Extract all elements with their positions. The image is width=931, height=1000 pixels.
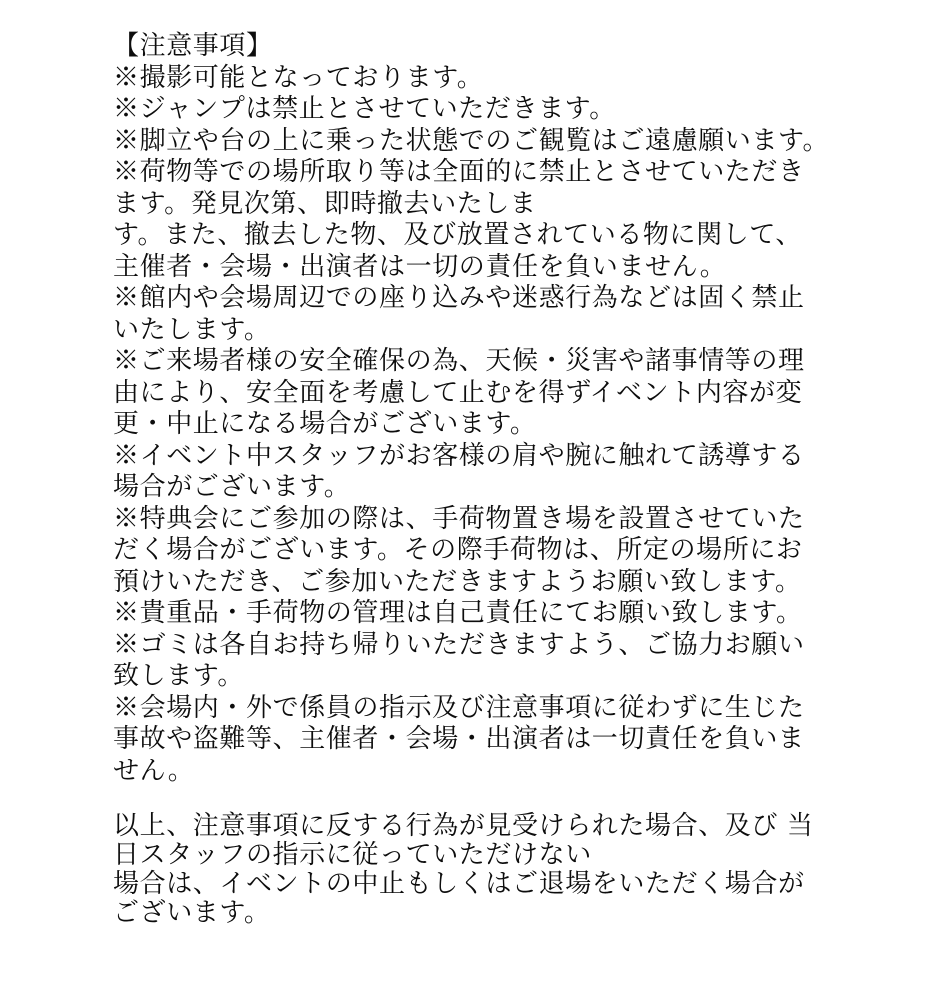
notice-line: す。また、撤去した物、及び放置されている物に関して、 [113,220,803,250]
notice-item [113,693,893,788]
notice-item [113,126,893,158]
notice-line: ※特典会にご参加の際は、手荷物置き場を設置させていた [113,503,805,534]
notice-line: 更・中止になる場合がございます。 [113,409,537,439]
notice-line: せん。 [113,755,195,786]
closing-line: 日スタッフの指示に従っていただけない [113,840,592,870]
notice-line: ※ゴミは各自お持ち帰りいただきますよう、ご協力お願い [113,629,805,660]
notice-line: ※イベント中スタッフがお客様の肩や腕に触れて誘導する [113,440,805,471]
notice-line: ※撮影可能となっております。 [113,62,484,93]
notice-section [113,31,893,787]
notice-line: ※荷物等での場所取り等は全面的に禁止とさせていただき [113,157,805,187]
notice-line: だく場合がございます。その際手荷物は、所定の場所にお [113,535,803,565]
closing-line: 場合は、イベントの中止もしくはご退場をいただく場合が [113,869,805,899]
closing-line: ございます。 [113,898,271,928]
notice-line: 預けいただき、ご参加いただきますようお願い致します。 [113,566,802,597]
notice-item [113,283,893,346]
notice-line: ※ご来場者様の安全確保の為、天候・災害や諸事情等の理 [113,346,805,376]
notice-item [113,630,893,693]
notice-heading: 【注意事項】 [113,31,273,61]
notice-item [113,63,893,95]
closing-paragraph [113,812,893,928]
notice-line: 由により、安全面を考慮して止むを得ずイベント内容が変 [113,377,803,408]
notice-line: ※館内や会場周辺での座り込みや迷惑行為などは固く禁止 [113,283,805,313]
notice-line: ※脚立や台の上に乗った状態でのご観覧はご遠慮願います。 [113,125,830,156]
notice-item [113,94,893,126]
notice-line: ※貴重品・手荷物の管理は自己責任にてお願い致します。 [113,598,803,628]
notice-line: 致します。 [113,661,244,691]
notice-item [113,157,893,283]
notice-document [113,31,893,991]
closing-line: 以上、注意事項に反する行為が見受けられた場合、及び 当 [113,811,814,841]
notice-line: 事故や盗難等、主催者・会場・出演者は一切責任を負いま [113,724,805,754]
notice-item [113,598,893,630]
notice-line: ます。発見次第、即時撤去いたしま [113,188,537,219]
notice-line: 場合がございます。 [113,472,351,502]
notice-item [113,504,893,599]
notice-line: ※会場内・外で係員の指示及び注意事項に従わずに生じた [113,692,805,723]
notice-line: いたします。 [113,314,271,345]
notice-item [113,346,893,441]
notice-line: ※ジャンプは禁止とさせていただきます。 [113,94,616,124]
notice-line: 主催者・会場・出演者は一切の責任を負いません。 [113,251,727,282]
notice-item [113,441,893,504]
